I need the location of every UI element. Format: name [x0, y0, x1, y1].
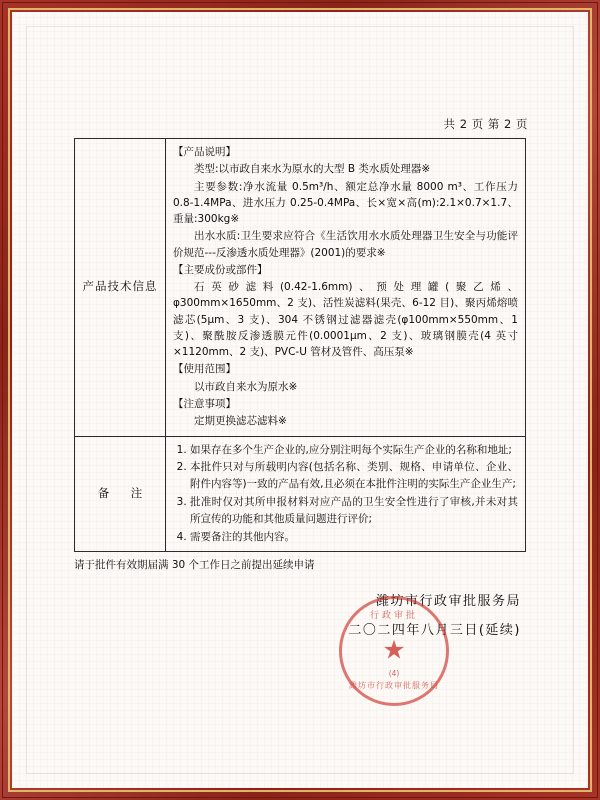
section-body-main-parameters: 主要参数:净水流量 0.5m³/h、额定总净水量 8000 m³、工作压力 0.8-1.4MPa、进水压力 0.25-0.4MPa、长×宽×高(m):2.1×0.7×1.7、重量:300kg※ — [173, 180, 518, 226]
issue-date-text: 二〇二四年八月三日 — [348, 623, 479, 639]
list-item: 2. 本批件只对与所载明内容(包括名称、类别、规格、申请单位、企业、附件内容等)一致的产品有效,且必须在本批件注明的实际生产企业生产; — [190, 459, 518, 493]
remarks-list — [173, 442, 518, 546]
certificate-paper — [12, 12, 588, 788]
section-body-components: 石英砂滤料(0.42-1.6mm)、预处理罐(聚乙烯、φ300mm×1650mm、2 支)、活性炭滤料(果壳、6-12 目)、聚丙烯熔喷滤芯(5μm、3 支)、304 不锈钢过滤器滤壳(φ100mm×550mm、1 支)、聚酰胺反渗透膜元件(0.0001μm、2 支)、玻璃钢膜壳(4 英寸×1120mm、2 支)、PVC-U 管材及管件、高压泵※ — [173, 281, 518, 359]
row-content-product-info — [166, 139, 526, 437]
section-body-water-quality: 出水水质:卫生要求应符合《生活饮用水水质处理器卫生安全与功能评价规范---反渗透水质处理器》(2001)的要求※ — [173, 230, 518, 259]
row-label-remarks: 备 注 — [75, 436, 166, 552]
seal-code: (4) — [388, 669, 400, 679]
page-indicator: 共 2 页 第 2 页 — [443, 117, 528, 131]
seal-star-icon: ★ — [382, 635, 406, 666]
signature-block — [69, 590, 531, 691]
list-item: 4. 需要备注的其他内容。 — [190, 529, 518, 546]
issue-date — [69, 619, 521, 638]
section-heading-product-description: 【产品说明】 — [173, 146, 236, 158]
seal-top-text: 行政审批 — [369, 611, 418, 622]
seal-bottom-text: 潍坊市行政审批服务局 — [349, 681, 439, 691]
list-item: 3. 批准时仅对其所申报材料对应产品的卫生安全性进行了审核,并未对其所宣传的功能和其他质量问题进行评价; — [190, 494, 518, 528]
renewal-footer-note: 请于批件有效期届满 30 个工作日之前提出延续申请 — [74, 559, 315, 572]
section-body-precautions: 定期更换滤芯滤料※ — [194, 415, 287, 428]
section-heading-precautions: 【注意事项】 — [173, 397, 236, 410]
product-info-table — [74, 138, 526, 552]
section-heading-usage-scope: 【使用范围】 — [173, 363, 236, 376]
table-row-product-info — [75, 139, 526, 437]
section-heading-components: 【主要成份或部件】 — [173, 263, 268, 276]
list-item: 1. 如果存在多个生产企业的,应分别注明每个实际生产企业的名称和地址; — [190, 442, 518, 459]
section-body-usage-scope: 以市政自来水为原水※ — [194, 380, 298, 393]
row-label-product-info: 产品技术信息 — [75, 139, 166, 437]
section-body-product-type: 类型:以市政自来水为原水的大型 B 类水质处理器※ — [194, 163, 431, 176]
issue-date-suffix: (延续) — [478, 623, 521, 639]
issuer-name: 潍坊市行政审批服务局 — [375, 594, 521, 610]
row-content-remarks — [166, 436, 526, 552]
official-seal-icon — [339, 596, 449, 706]
table-row-remarks — [75, 436, 526, 552]
